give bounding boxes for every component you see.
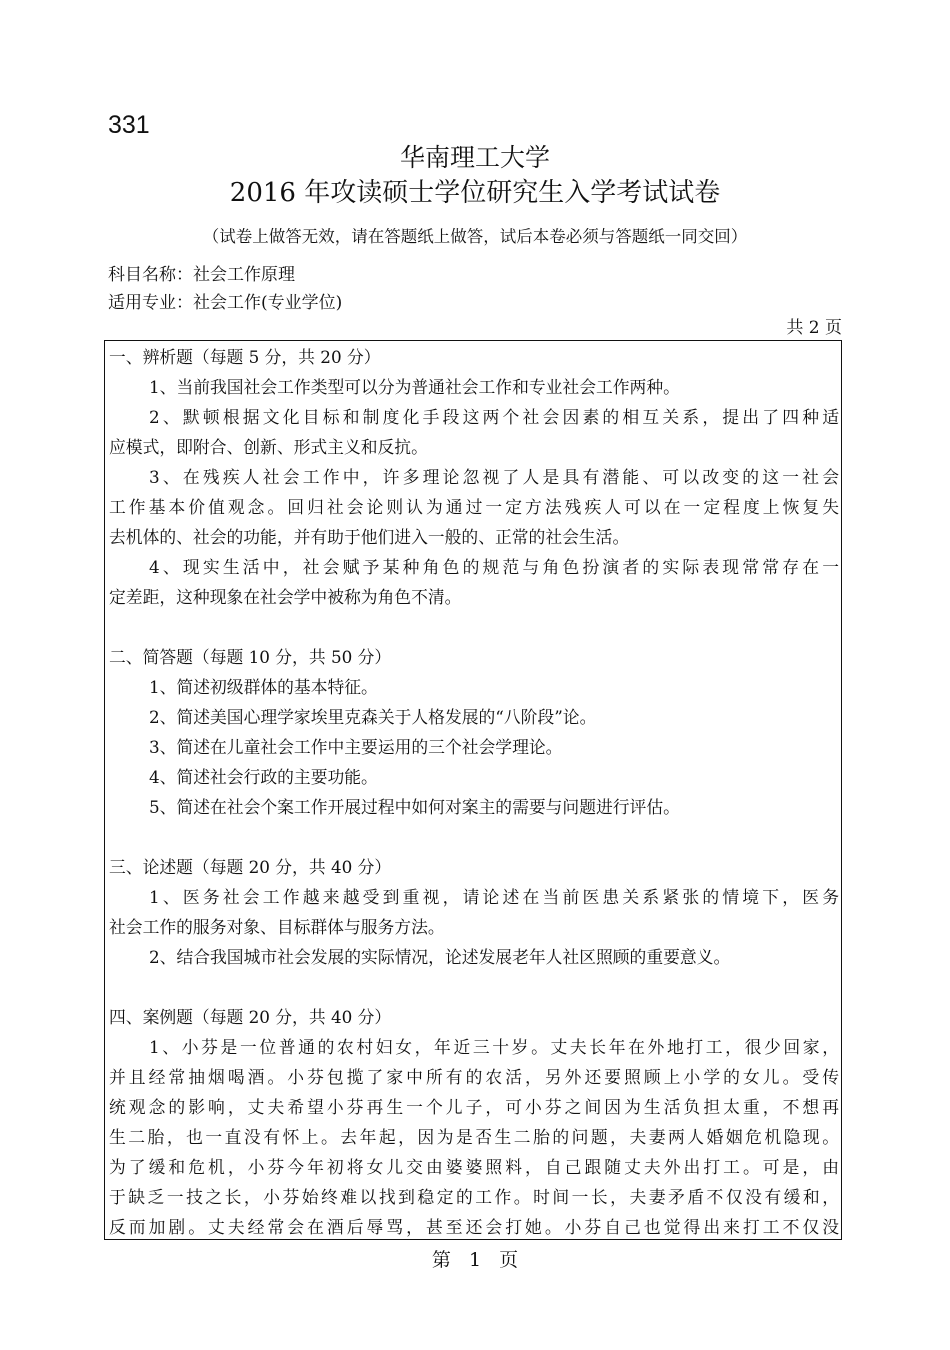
section-header: 一、辨析题（每题 5 分，共 20 分）: [109, 347, 381, 367]
question-line: 并且经常抽烟喝酒。小芬包揽了家中所有的农活，另外还要照顾上小学的女儿。受传: [109, 1067, 839, 1087]
question-line: 为了缓和危机，小芬今年初将女儿交由婆婆照料，自己跟随丈夫外出打工。可是，由: [109, 1157, 839, 1177]
question-line: 1、医务社会工作越来越受到重视，请论述在当前医患关系紧张的情境下，医务: [149, 887, 839, 907]
exam-code: 331: [108, 111, 150, 139]
university-name: 华南理工大学: [399, 143, 550, 172]
question-box: [104, 340, 842, 1240]
question-line: 反而加剧。丈夫经常会在酒后辱骂，甚至还会打她。小芬自己也觉得出来打工不仅没: [109, 1217, 839, 1237]
question-line: 生二胎，也一直没有怀上。去年起，因为是否生二胎的问题，夫妻两人婚姻危机隐现。: [109, 1127, 839, 1147]
question-line: 2、结合我国城市社会发展的实际情况，论述发展老年人社区照顾的重要意义。: [149, 947, 731, 967]
exam-notice: （试卷上做答无效，请在答题纸上做答，试后本卷必须与答题纸一同交回）: [202, 227, 748, 246]
question-content: [105, 341, 841, 1240]
section-spacer: [109, 612, 839, 642]
section-header: 三、论述题（每题 20 分，共 40 分）: [109, 857, 392, 877]
exam-title: 2016 年攻读硕士学位研究生入学考试试卷: [229, 178, 721, 208]
question-line: 2、默顿根据文化目标和制度化手段这两个社会因素的相互关系，提出了四种适: [149, 407, 839, 427]
question-line: 2、简述美国心理学家埃里克森关于人格发展的“八阶段”论。: [149, 707, 597, 727]
section-spacer: [109, 822, 839, 852]
question-line: 4、简述社会行政的主要功能。: [149, 767, 378, 787]
page-footer: 第 1 页: [431, 1249, 519, 1271]
question-line: 统观念的影响，丈夫希望小芬再生一个儿子，可小芬之间因为生活负担太重，不想再: [109, 1097, 839, 1117]
question-line: 4、现实生活中，社会赋予某种角色的规范与角色扮演者的实际表现常常存在一: [149, 557, 839, 577]
question-line: 1、当前我国社会工作类型可以分为普通社会工作和专业社会工作两种。: [149, 377, 680, 397]
section-spacer: [109, 972, 839, 1002]
question-line: 1、小芬是一位普通的农村妇女，年近三十岁。丈夫长年在外地打工，很少回家，: [149, 1037, 839, 1057]
question-line: 3、在残疾人社会工作中，许多理论忽视了人是具有潜能、可以改变的这一社会: [149, 467, 839, 487]
total-pages: 共 2 页: [786, 318, 842, 338]
question-line: 工作基本价值观念。回归社会论则认为通过一定方法残疾人可以在一定程度上恢复失: [109, 497, 839, 517]
question-line: 1、简述初级群体的基本特征。: [149, 677, 378, 697]
section-header: 二、简答题（每题 10 分，共 50 分）: [109, 647, 392, 667]
question-line: 去机体的、社会的功能，并有助于他们进入一般的、正常的社会生活。: [109, 527, 630, 547]
question-line: 5、简述在社会个案工作开展过程中如何对案主的需要与问题进行评估。: [149, 797, 680, 817]
question-line: 3、简述在儿童社会工作中主要运用的三个社会学理论。: [149, 737, 563, 757]
question-line: 定差距，这种现象在社会学中被称为角色不清。: [109, 587, 462, 607]
question-line: 于缺乏一技之长，小芬始终难以找到稳定的工作。时间一长，夫妻矛盾不仅没有缓和，: [109, 1187, 839, 1207]
section-header: 四、案例题（每题 20 分，共 40 分）: [109, 1007, 392, 1027]
question-line: 社会工作的服务对象、目标群体与服务方法。: [109, 917, 445, 937]
major-line: 适用专业：社会工作(专业学位): [108, 293, 343, 313]
subject-line: 科目名称：社会工作原理: [108, 265, 295, 285]
question-line: 应模式，即附合、创新、形式主义和反抗。: [109, 437, 428, 457]
